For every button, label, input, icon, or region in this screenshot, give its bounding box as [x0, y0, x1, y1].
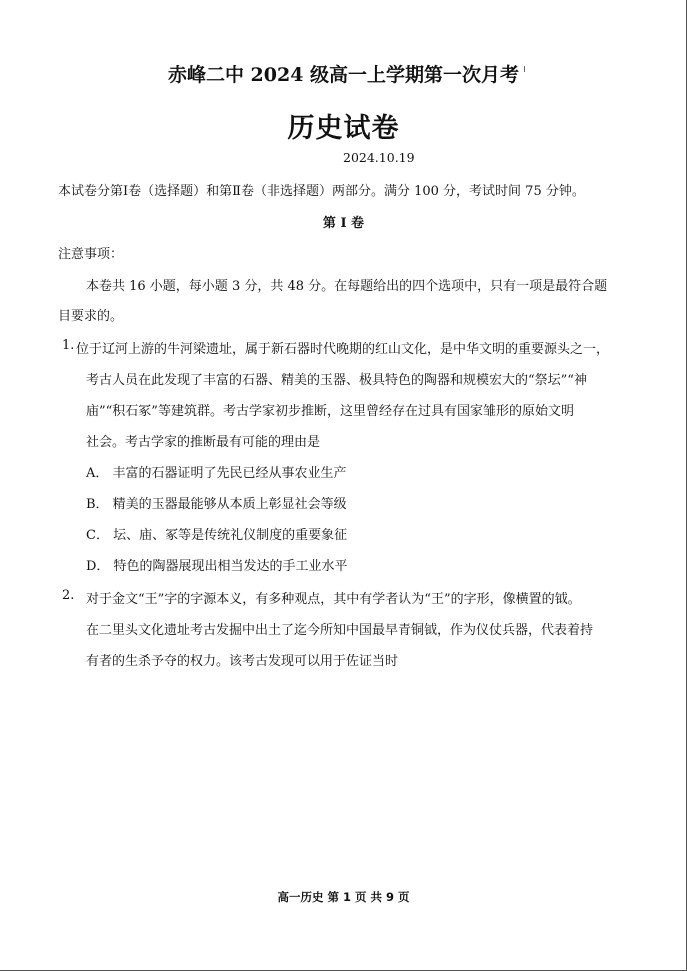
question-number: 1. — [62, 338, 75, 353]
notice-label: 注意事项： — [58, 247, 124, 262]
option-b[interactable]: B． 精美的玉器最能够从本质上彰显社会等级 — [86, 497, 347, 512]
question-text-line: 对于金文“王”字的字源本义，有多种观点，其中有学者认为“王”的字形，像横置的钺。 — [86, 592, 581, 607]
option-d[interactable]: D． 特色的陶器展现出相当发达的手工业水平 — [86, 559, 348, 574]
page-footer: 高一历史 第 1 页 共 9 页 — [277, 890, 410, 904]
subject-title: 历史试卷 — [287, 113, 400, 144]
question-text-line: 在二里头文化遗址考古发掘中出土了迄今所知中国最早青铜钺，作为仪仗兵器，代表着持 — [86, 623, 594, 638]
notice-text-line-2: 目要求的。 — [58, 309, 124, 324]
option-c[interactable]: C． 坛、庙、冢等是传统礼仪制度的重要象征 — [86, 528, 348, 543]
question-text-line: 有者的生杀予夺的权力。该考古发现可以用于佐证当时 — [86, 654, 399, 669]
question-number: 2. — [62, 588, 75, 603]
question-text-line: 位于辽河上游的牛河梁遗址，属于新石器时代晚期的红山文化，是中华文明的重要源头之一， — [76, 342, 610, 357]
school-exam-title: 赤峰二中 2024 级高一上学期第一次月考 — [167, 64, 520, 86]
question-text-line: 考古人员在此发现了丰富的石器、精美的玉器、极具特色的陶器和规模宏大的“祭坛”“神 — [86, 373, 587, 388]
exam-intro: 本试卷分第Ⅰ卷（选择题）和第Ⅱ卷（非选择题）两部分。满分 100 分，考试时间 75 分钟。 — [58, 184, 585, 199]
exam-date: 2024.10.19 — [343, 150, 415, 165]
notice-text-line-1: 本卷共 16 小题，每小题 3 分，共 48 分。在每题给出的四个选项中，只有一项是最符合题 — [86, 279, 608, 294]
option-a[interactable]: A． 丰富的石器证明了先民已经从事农业生产 — [86, 466, 347, 481]
section-title: 第 Ⅰ 卷 — [322, 216, 365, 231]
question-text-line: 庙”“积石冢”等建筑群。考古学家初步推断，这里曾经存在过具有国家雏形的原始文明 — [86, 404, 574, 419]
question-text-line: 社会。考古学家的推断最有可能的理由是 — [86, 435, 321, 450]
